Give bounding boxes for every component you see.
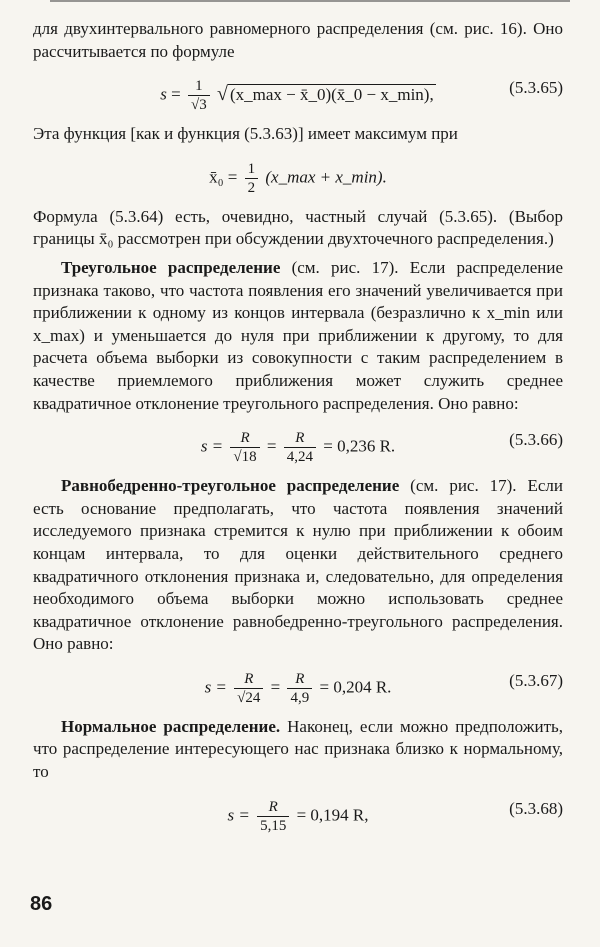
heading-normal: Нормальное распределение.: [61, 716, 281, 736]
formula-5-3-67: s = $\frac{R}{√24}$ = $\frac{R}{4,9}$ = 0,204 R. (5.3.67): [204, 670, 563, 706]
formula-lhs: s =: [200, 436, 224, 456]
heading-triangular: Треугольное распределение: [61, 257, 281, 277]
top-rule: [50, 0, 570, 4]
formula-lhs: s: [160, 84, 167, 104]
formula-lhs: x̄₀ =: [209, 167, 238, 187]
paragraph-normal: [33, 716, 563, 784]
frac-numerator: R: [295, 430, 305, 447]
equation-number: (5.3.66): [509, 430, 563, 450]
paragraph-2: Эта функция [как и функция (5.3.63)] имеет максимум при: [33, 124, 458, 144]
formula-5-3-65: s = $\frac{1}{√3}$ √ (x_max − x̄_0)(x̄_0 − x_min), (5.3.65): [160, 78, 563, 114]
formula-5-3-66: s = $\frac{R}{√18}$ = $\frac{R}{4,24}$ = 0,236 R. (5.3.66): [200, 430, 563, 466]
frac-numerator: 1: [247, 160, 256, 177]
formula-lhs: s =: [204, 677, 227, 697]
formula-5-3-68: [33, 784, 563, 844]
page-number: 86: [30, 893, 53, 915]
paragraph-6-text: Наконец, если можно предположить, что распределение интересующего нас признака близко к нормальному, то: [33, 716, 563, 782]
formula-rhs: = 0,194 R,: [296, 805, 369, 825]
formula-rhs: = 0,204 R.: [319, 677, 392, 697]
frac-numerator: R: [295, 670, 305, 687]
formula-rhs: = 0,236 R.: [323, 436, 396, 456]
frac-denominator: 18: [241, 449, 257, 466]
frac-denominator: 5,15: [257, 816, 289, 835]
frac-numerator: 1: [195, 78, 203, 95]
frac-numerator: R: [240, 430, 250, 447]
frac-denominator: 4,24: [284, 447, 316, 466]
page-body: [33, 18, 563, 844]
equation-number: (5.3.67): [509, 670, 563, 690]
paragraph-triangular: [33, 257, 563, 415]
paragraph-isosceles: [33, 475, 563, 656]
frac-denominator: 24: [245, 689, 261, 706]
paragraph-1: для двухинтервального равномерного распределения (см. рис. 16). Оно рассчитывается по формуле: [33, 19, 563, 61]
formula-lhs: s =: [227, 805, 250, 825]
heading-isosceles: Равнобедренно-треугольное распределение: [61, 476, 400, 496]
paragraph-4-text: (см. рис. 17). Если распределение признака таково, что частота появления его значений увеличивается при приближении к одному из концов интервала (безразлично к x_min или x_max) и уменьшается до нуля при приближении к другому, то для расчета объема выборки из совокупности с таким распределением в качестве приемлемого приближения может служить среднее квадратичное отклонение треугольного распределения. Оно равно:: [33, 257, 563, 413]
frac-numerator: R: [244, 670, 254, 687]
paragraph-3: Формула (5.3.64) есть, очевидно, частный случай (5.3.65). (Выбор границы x̄₀ рассмотрен при обсуждении двухточечного распределения.): [33, 206, 563, 249]
frac-denominator: 3: [199, 97, 207, 114]
formula-x0: [33, 146, 563, 206]
frac-denominator: 4,9: [287, 688, 312, 707]
equation-number: (5.3.68): [509, 798, 563, 818]
radicand: (x_max − x̄_0)(x̄_0 − x_min),: [229, 84, 434, 104]
frac-numerator: R: [268, 798, 278, 815]
equation-number: (5.3.65): [509, 78, 563, 98]
formula-rhs: (x_max + x_min).: [265, 167, 387, 187]
paragraph-5-text: (см. рис. 17). Если есть основание предполагать, что частота появления значений исследуемого признака стремится к нулю при приближении к обоим концам интервала, то для оценки действительного среднего квадратичного отклонения признака и, следовательно, для определения необходимого объема выборки можно использовать среднее квадратичное отклонение равнобедренно-треугольного распределения. Оно равно:: [33, 476, 563, 654]
frac-denominator: 2: [245, 178, 259, 197]
